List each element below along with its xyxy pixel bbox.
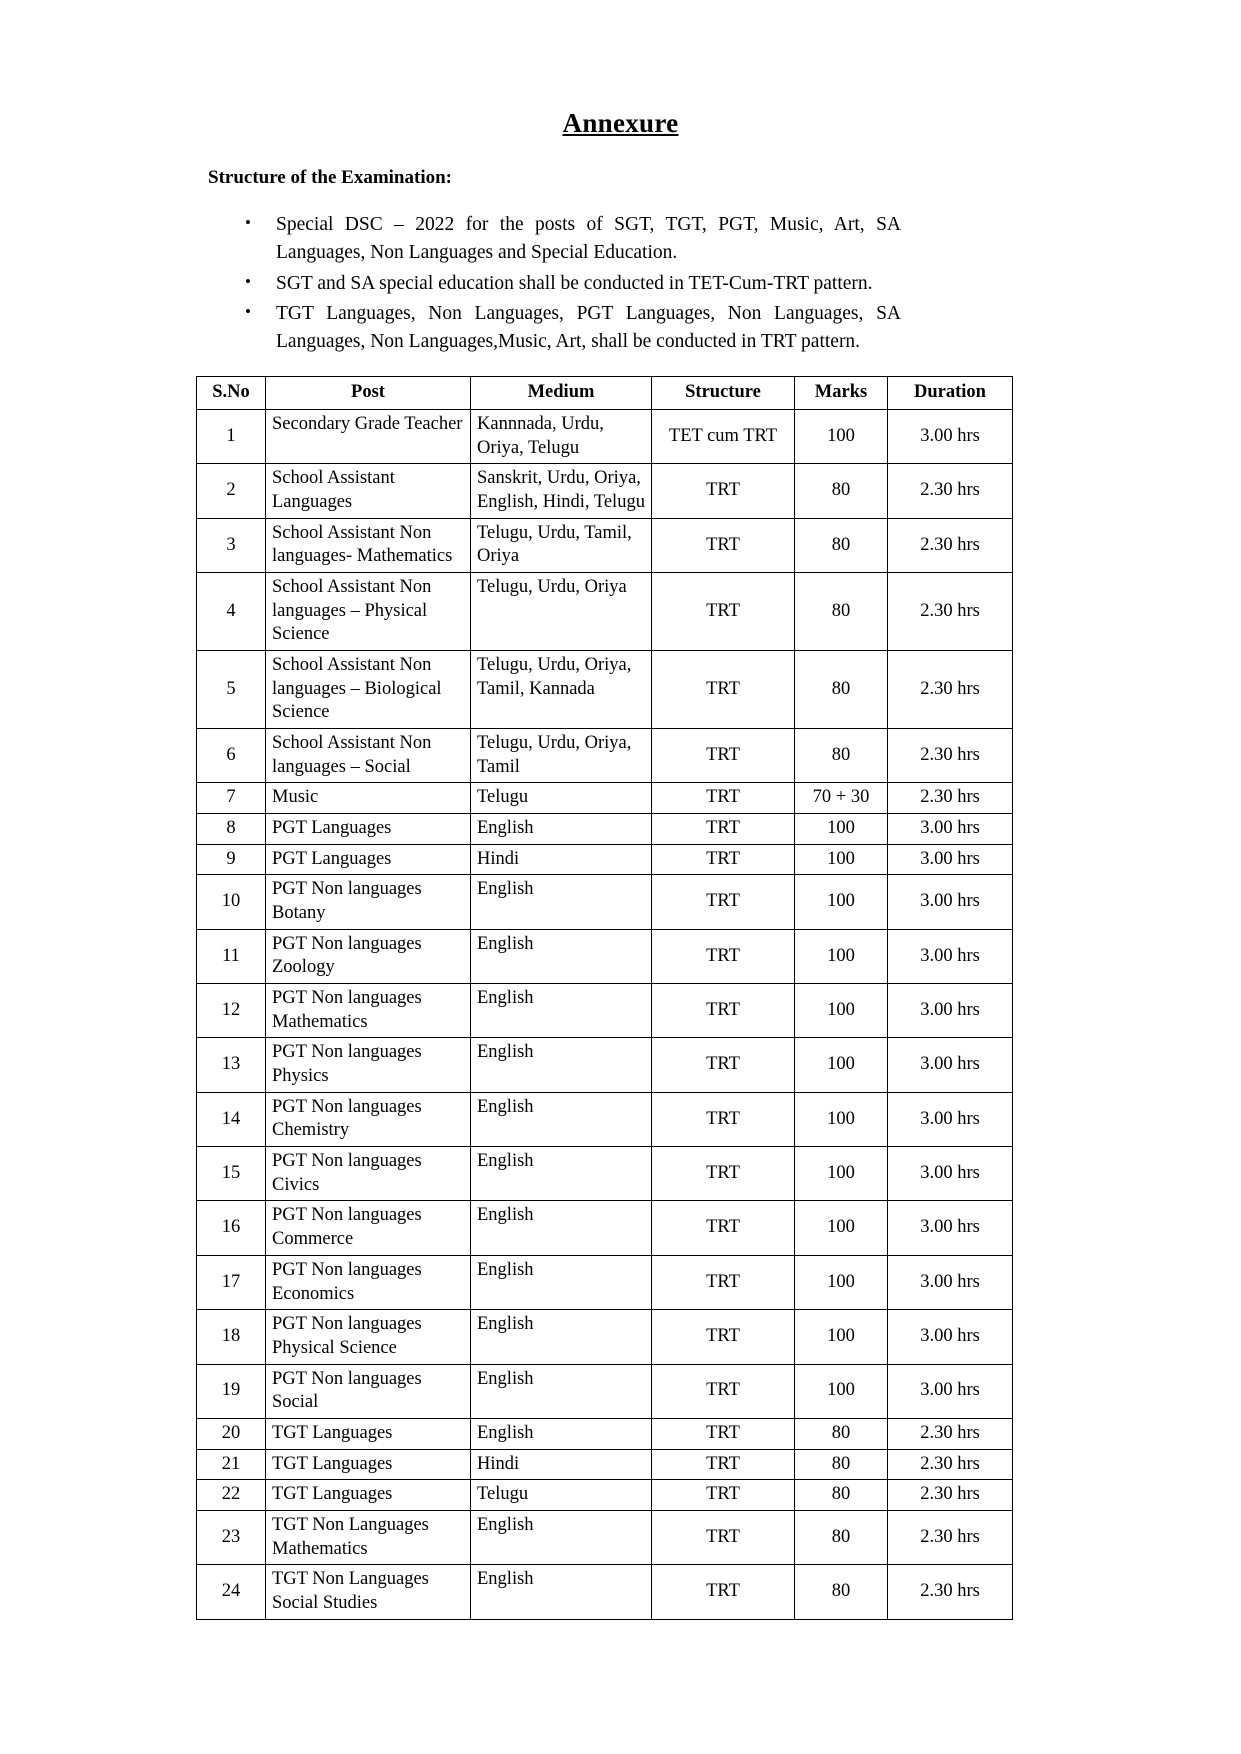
cell-marks: 80 <box>795 1565 888 1619</box>
table-row <box>197 1364 1013 1418</box>
bullet-list <box>0 189 1241 356</box>
cell-marks: 100 <box>795 1038 888 1092</box>
cell-marks: 80 <box>795 573 888 651</box>
cell-marks: 80 <box>795 464 888 518</box>
cell-sno: 11 <box>197 929 266 983</box>
cell-sno: 6 <box>197 729 266 783</box>
cell-marks: 100 <box>795 814 888 845</box>
cell-sno: 21 <box>197 1449 266 1480</box>
cell-duration: 3.00 hrs <box>888 844 1013 875</box>
cell-sno: 7 <box>197 783 266 814</box>
cell-medium: English <box>471 1510 652 1564</box>
cell-structure: TRT <box>652 1510 795 1564</box>
cell-duration: 2.30 hrs <box>888 1510 1013 1564</box>
cell-medium: Telugu, Urdu, Tamil, Oriya <box>471 518 652 572</box>
cell-duration: 2.30 hrs <box>888 1565 1013 1619</box>
cell-medium: English <box>471 1364 652 1418</box>
cell-marks: 100 <box>795 875 888 929</box>
cell-duration: 3.00 hrs <box>888 410 1013 464</box>
cell-sno: 5 <box>197 651 266 729</box>
cell-post: School Assistant Non languages – Physical Science <box>266 573 471 651</box>
cell-post: School Assistant Non languages – Biological Science <box>266 651 471 729</box>
table-row <box>197 1565 1013 1619</box>
cell-sno: 10 <box>197 875 266 929</box>
table-row <box>197 1480 1013 1511</box>
cell-duration: 2.30 hrs <box>888 729 1013 783</box>
cell-marks: 100 <box>795 984 888 1038</box>
cell-marks: 100 <box>795 1092 888 1146</box>
cell-duration: 3.00 hrs <box>888 1255 1013 1309</box>
table-body <box>197 410 1013 1620</box>
cell-structure: TRT <box>652 783 795 814</box>
cell-marks: 100 <box>795 929 888 983</box>
cell-post: TGT Languages <box>266 1449 471 1480</box>
table-row <box>197 783 1013 814</box>
cell-marks: 80 <box>795 1418 888 1449</box>
cell-sno: 24 <box>197 1565 266 1619</box>
cell-sno: 12 <box>197 984 266 1038</box>
table-row <box>197 1449 1013 1480</box>
cell-post: PGT Non languages Chemistry <box>266 1092 471 1146</box>
cell-structure: TRT <box>652 875 795 929</box>
cell-duration: 3.00 hrs <box>888 1147 1013 1201</box>
cell-marks: 80 <box>795 651 888 729</box>
bullet-icon: • <box>245 213 251 232</box>
cell-medium: English <box>471 1092 652 1146</box>
cell-post: PGT Non languages Economics <box>266 1255 471 1309</box>
column-header-marks: Marks <box>795 377 888 410</box>
cell-duration: 2.30 hrs <box>888 573 1013 651</box>
cell-duration: 3.00 hrs <box>888 1092 1013 1146</box>
cell-structure: TRT <box>652 1449 795 1480</box>
cell-structure: TRT <box>652 1418 795 1449</box>
cell-medium: English <box>471 814 652 845</box>
cell-post: TGT Non Languages Mathematics <box>266 1510 471 1564</box>
column-header-sno: S.No <box>197 377 266 410</box>
cell-post: School Assistant Non languages- Mathematics <box>266 518 471 572</box>
cell-medium: English <box>471 1255 652 1309</box>
exam-structure-table-wrapper <box>0 358 1241 1619</box>
column-header-post: Post <box>266 377 471 410</box>
cell-medium: Sanskrit, Urdu, Oriya, English, Hindi, Telugu <box>471 464 652 518</box>
cell-post: PGT Non languages Physical Science <box>266 1310 471 1364</box>
cell-duration: 2.30 hrs <box>888 783 1013 814</box>
cell-post: Secondary Grade Teacher <box>266 410 471 464</box>
cell-post: PGT Non languages Commerce <box>266 1201 471 1255</box>
list-item <box>0 300 1241 357</box>
table-row <box>197 1038 1013 1092</box>
cell-structure: TRT <box>652 518 795 572</box>
cell-duration: 3.00 hrs <box>888 1310 1013 1364</box>
cell-medium: Telugu <box>471 783 652 814</box>
cell-medium: Telugu, Urdu, Oriya, Tamil, Kannada <box>471 651 652 729</box>
cell-medium: Telugu <box>471 1480 652 1511</box>
cell-structure: TRT <box>652 1201 795 1255</box>
cell-post: School Assistant Non languages – Social <box>266 729 471 783</box>
cell-medium: English <box>471 1418 652 1449</box>
cell-post: PGT Languages <box>266 844 471 875</box>
cell-marks: 80 <box>795 1510 888 1564</box>
cell-duration: 3.00 hrs <box>888 1364 1013 1418</box>
table-row <box>197 984 1013 1038</box>
cell-medium: English <box>471 1565 652 1619</box>
cell-sno: 23 <box>197 1510 266 1564</box>
cell-marks: 70 + 30 <box>795 783 888 814</box>
cell-duration: 2.30 hrs <box>888 1418 1013 1449</box>
cell-duration: 3.00 hrs <box>888 1038 1013 1092</box>
cell-structure: TRT <box>652 814 795 845</box>
cell-structure: TRT <box>652 1364 795 1418</box>
table-row <box>197 464 1013 518</box>
cell-sno: 20 <box>197 1418 266 1449</box>
section-heading: Structure of the Examination: <box>208 167 452 188</box>
cell-post: PGT Non languages Mathematics <box>266 984 471 1038</box>
table-row <box>197 410 1013 464</box>
cell-marks: 80 <box>795 1480 888 1511</box>
table-row <box>197 1418 1013 1449</box>
cell-sno: 14 <box>197 1092 266 1146</box>
cell-duration: 2.30 hrs <box>888 1480 1013 1511</box>
cell-medium: English <box>471 1147 652 1201</box>
cell-post: TGT Languages <box>266 1480 471 1511</box>
cell-sno: 19 <box>197 1364 266 1418</box>
cell-post: Music <box>266 783 471 814</box>
page-title: Annexure <box>562 108 679 138</box>
cell-marks: 80 <box>795 1449 888 1480</box>
cell-duration: 2.30 hrs <box>888 518 1013 572</box>
cell-sno: 22 <box>197 1480 266 1511</box>
cell-post: School Assistant Languages <box>266 464 471 518</box>
cell-medium: Hindi <box>471 1449 652 1480</box>
list-item-text: SGT and SA special education shall be conducted in TET-Cum-TRT pattern. <box>276 272 873 294</box>
table-row <box>197 1201 1013 1255</box>
table-row <box>197 518 1013 572</box>
cell-medium: Telugu, Urdu, Oriya, Tamil <box>471 729 652 783</box>
cell-duration: 2.30 hrs <box>888 464 1013 518</box>
cell-post: PGT Non languages Zoology <box>266 929 471 983</box>
cell-medium: English <box>471 984 652 1038</box>
exam-structure-table <box>196 376 1013 1619</box>
table-row <box>197 1092 1013 1146</box>
cell-post: PGT Non languages Botany <box>266 875 471 929</box>
cell-structure: TRT <box>652 1255 795 1309</box>
cell-marks: 100 <box>795 844 888 875</box>
cell-sno: 16 <box>197 1201 266 1255</box>
table-header-row <box>197 377 1013 410</box>
table-row <box>197 929 1013 983</box>
cell-structure: TRT <box>652 844 795 875</box>
cell-post: PGT Non languages Physics <box>266 1038 471 1092</box>
cell-sno: 13 <box>197 1038 266 1092</box>
cell-sno: 4 <box>197 573 266 651</box>
cell-structure: TRT <box>652 651 795 729</box>
cell-post: PGT Non languages Civics <box>266 1147 471 1201</box>
cell-structure: TRT <box>652 729 795 783</box>
cell-marks: 100 <box>795 1201 888 1255</box>
list-item-text: Special DSC – 2022 for the posts of SGT, TGT, PGT, Music, Art, SA Languages, Non Languages and Special Education. <box>276 214 901 264</box>
cell-duration: 3.00 hrs <box>888 984 1013 1038</box>
cell-duration: 3.00 hrs <box>888 929 1013 983</box>
cell-medium: English <box>471 1310 652 1364</box>
cell-marks: 80 <box>795 729 888 783</box>
table-row <box>197 1147 1013 1201</box>
column-header-structure: Structure <box>652 377 795 410</box>
cell-sno: 17 <box>197 1255 266 1309</box>
cell-marks: 100 <box>795 1364 888 1418</box>
cell-post: TGT Non Languages Social Studies <box>266 1565 471 1619</box>
cell-duration: 2.30 hrs <box>888 1449 1013 1480</box>
cell-sno: 1 <box>197 410 266 464</box>
table-row <box>197 875 1013 929</box>
cell-post: PGT Non languages Social <box>266 1364 471 1418</box>
table-row <box>197 814 1013 845</box>
cell-medium: Hindi <box>471 844 652 875</box>
list-item-text: TGT Languages, Non Languages, PGT Languages, Non Languages, SA Languages, Non Languages,Music, Art, shall be conducted in TRT pattern. <box>276 302 901 353</box>
cell-structure: TRT <box>652 1480 795 1511</box>
cell-sno: 2 <box>197 464 266 518</box>
cell-structure: TRT <box>652 1038 795 1092</box>
table-row <box>197 651 1013 729</box>
cell-sno: 8 <box>197 814 266 845</box>
cell-duration: 3.00 hrs <box>888 814 1013 845</box>
table-row <box>197 844 1013 875</box>
cell-marks: 100 <box>795 1310 888 1364</box>
list-item <box>0 270 1241 298</box>
cell-marks: 100 <box>795 1147 888 1201</box>
cell-structure: TET cum TRT <box>652 410 795 464</box>
table-row <box>197 1255 1013 1309</box>
cell-structure: TRT <box>652 573 795 651</box>
list-item <box>0 211 1241 268</box>
cell-sno: 18 <box>197 1310 266 1364</box>
cell-medium: English <box>471 1201 652 1255</box>
cell-medium: English <box>471 1038 652 1092</box>
cell-duration: 3.00 hrs <box>888 875 1013 929</box>
cell-medium: English <box>471 929 652 983</box>
bullet-icon: • <box>245 301 251 321</box>
cell-sno: 3 <box>197 518 266 572</box>
cell-medium: Kannnada, Urdu, Oriya, Telugu <box>471 410 652 464</box>
cell-structure: TRT <box>652 1310 795 1364</box>
cell-duration: 3.00 hrs <box>888 1201 1013 1255</box>
cell-structure: TRT <box>652 1147 795 1201</box>
table-row <box>197 1510 1013 1564</box>
cell-marks: 100 <box>795 1255 888 1309</box>
cell-duration: 2.30 hrs <box>888 651 1013 729</box>
table-row <box>197 1310 1013 1364</box>
table-header <box>197 377 1013 410</box>
cell-structure: TRT <box>652 1565 795 1619</box>
cell-structure: TRT <box>652 1092 795 1146</box>
cell-medium: English <box>471 875 652 929</box>
column-header-medium: Medium <box>471 377 652 410</box>
cell-post: TGT Languages <box>266 1418 471 1449</box>
cell-marks: 80 <box>795 518 888 572</box>
cell-post: PGT Languages <box>266 814 471 845</box>
cell-sno: 9 <box>197 844 266 875</box>
cell-marks: 100 <box>795 410 888 464</box>
cell-structure: TRT <box>652 929 795 983</box>
column-header-duration: Duration <box>888 377 1013 410</box>
cell-sno: 15 <box>197 1147 266 1201</box>
bullet-icon: • <box>245 271 251 291</box>
cell-structure: TRT <box>652 984 795 1038</box>
cell-medium: Telugu, Urdu, Oriya <box>471 573 652 651</box>
cell-structure: TRT <box>652 464 795 518</box>
table-row <box>197 729 1013 783</box>
table-row <box>197 573 1013 651</box>
